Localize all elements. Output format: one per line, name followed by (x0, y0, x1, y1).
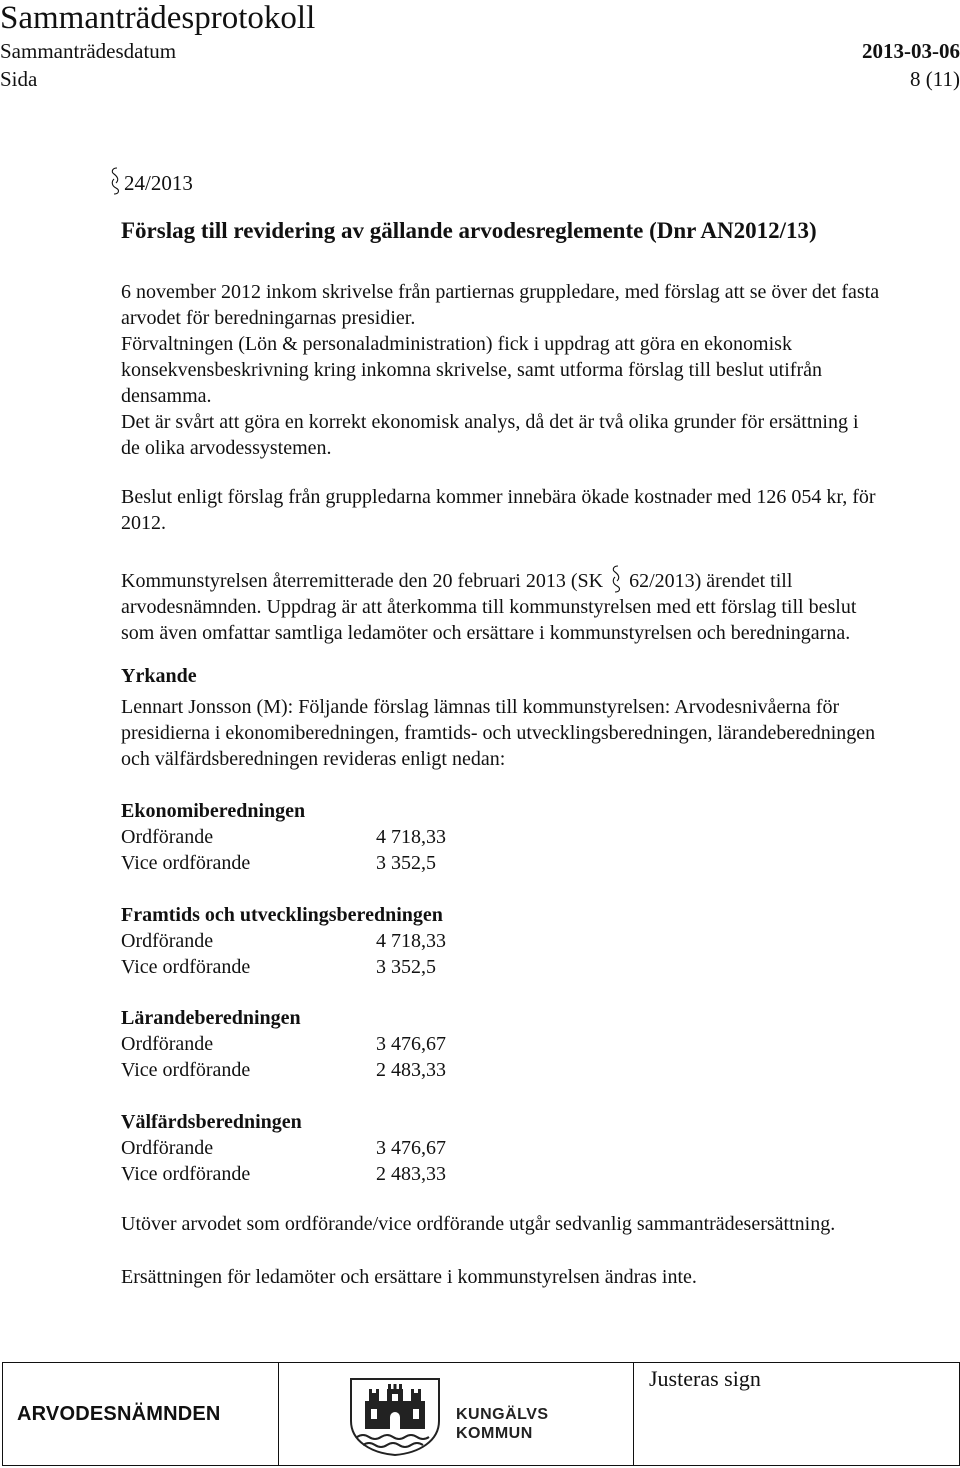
logo-text-line-1: KUNGÄLVS (456, 1406, 549, 1423)
intro-line: densamma. (121, 385, 212, 407)
footer-logo-box (278, 1362, 634, 1466)
rate-block-larande (121, 1005, 959, 1083)
meeting-date-label: Sammanträdesdatum (0, 39, 177, 63)
intro-line: konsekvensbeskrivning kring inkomna skrivelse, samt utforma förslag till beslut utifrån (121, 359, 822, 381)
closing-paragraph-1: Utöver arvodet som ordförande/vice ordförande utgår sedvanlig sammanträdesersättning. (121, 1213, 836, 1235)
remit-line: som även omfattar samtliga ledamöter och ersättare i kommunstyrelsen och beredningarna. (121, 622, 851, 644)
page-footer (0, 1362, 960, 1468)
rate-amount: 3 476,67 (376, 1033, 446, 1055)
case-number-text: 24/2013 (124, 171, 193, 195)
rate-role: Ordförande (121, 930, 214, 952)
yrkande-paragraph (121, 694, 959, 772)
rate-role: Ordförande (121, 1137, 214, 1159)
rate-row (121, 928, 959, 954)
yrkande-line: Lennart Jonsson (M): Följande förslag lämnas till kommunstyrelsen: Arvodesnivåerna för (121, 696, 840, 718)
page-number-row (0, 67, 960, 91)
case-number (108, 166, 193, 198)
remit-line: arvodesnämnden. Uppdrag är att återkomma till kommunstyrelsen med ett förslag till beslut (121, 596, 857, 618)
intro-line: Det är svårt att göra en korrekt ekonomisk analys, då det är två olika grunder för ersättning i (121, 411, 859, 433)
page-number-value: 8 (11) (910, 67, 960, 91)
remit-line-part-b: 62/2013) ärendet till (629, 570, 793, 592)
rate-role: Vice ordförande (121, 852, 251, 874)
department-name: ARVODESNÄMNDEN (17, 1403, 221, 1425)
cost-paragraph (121, 484, 959, 536)
rate-block-title: Lärandeberedningen (121, 1007, 301, 1029)
rate-amount: 4 718,33 (376, 930, 446, 952)
rate-row (121, 1031, 959, 1057)
footer-department-box (2, 1362, 279, 1466)
rate-role: Ordförande (121, 826, 214, 848)
rate-block-title: Framtids och utvecklingsberedningen (121, 904, 443, 926)
rate-role: Ordförande (121, 1033, 214, 1055)
rate-block-valfard (121, 1109, 959, 1187)
rate-amount: 3 352,5 (376, 852, 436, 874)
meeting-date-value: 2013-03-06 (862, 39, 960, 63)
signature-label: Justeras sign (649, 1366, 761, 1391)
intro-line: de olika arvodessystemen. (121, 437, 332, 459)
rate-block-ekonomi (121, 798, 959, 876)
rate-role: Vice ordförande (121, 956, 251, 978)
rate-block-title: Välfärdsberedningen (121, 1111, 302, 1133)
rate-amount: 4 718,33 (376, 826, 446, 848)
logo-text-line-2: KOMMUN (456, 1425, 533, 1442)
rate-amount: 3 352,5 (376, 956, 436, 978)
rate-amount: 2 483,33 (376, 1059, 446, 1081)
rate-row (121, 1161, 959, 1187)
section-sign-icon (108, 166, 122, 196)
yrkande-heading: Yrkande (121, 665, 197, 687)
kungalv-coat-of-arms-icon (347, 1375, 443, 1457)
rate-row (121, 1057, 959, 1083)
intro-line: arvodet för beredningarnas presidier. (121, 307, 416, 329)
rate-row (121, 1135, 959, 1161)
remit-line-first (121, 564, 959, 594)
rate-role: Vice ordförande (121, 1163, 251, 1185)
rate-row (121, 824, 959, 850)
remit-paragraph (121, 564, 959, 646)
section-sign-icon (609, 564, 623, 594)
rate-block-title: Ekonomiberedningen (121, 800, 306, 822)
closing-paragraph-2: Ersättningen för ledamöter och ersättare i kommunstyrelsen ändras inte. (121, 1266, 697, 1288)
yrkande-line: och välfärdsberedningen revideras enligt nedan: (121, 748, 506, 770)
intro-paragraph (121, 279, 959, 461)
rate-row (121, 850, 959, 876)
page-label: Sida (0, 67, 38, 91)
rate-amount: 3 476,67 (376, 1137, 446, 1159)
remit-line-part-a: Kommunstyrelsen återremitterade den 20 februari 2013 (SK (121, 570, 604, 592)
intro-line: Förvaltningen (Lön & personaladministration) fick i uppdrag att göra en ekonomisk (121, 333, 792, 355)
document-title: Sammanträdesprotokoll (0, 0, 316, 36)
rate-block-framtids (121, 902, 959, 980)
yrkande-line: presidierna i ekonomiberedningen, framtids- och utvecklingsberedningen, lärandeberedningen (121, 722, 876, 744)
case-heading: Förslag till revidering av gällande arvodesreglemente (Dnr AN2012/13) (121, 218, 817, 243)
rate-role: Vice ordförande (121, 1059, 251, 1081)
meeting-date-row (0, 39, 960, 63)
intro-line: 6 november 2012 inkom skrivelse från partiernas gruppledare, med förslag att se över det fasta (121, 281, 880, 303)
rate-row (121, 954, 959, 980)
rate-amount: 2 483,33 (376, 1163, 446, 1185)
cost-line: Beslut enligt förslag från gruppledarna kommer innebära ökade kostnader med 126 054 kr, för (121, 486, 876, 508)
footer-signature-box (633, 1362, 960, 1466)
cost-line: 2012. (121, 512, 166, 534)
